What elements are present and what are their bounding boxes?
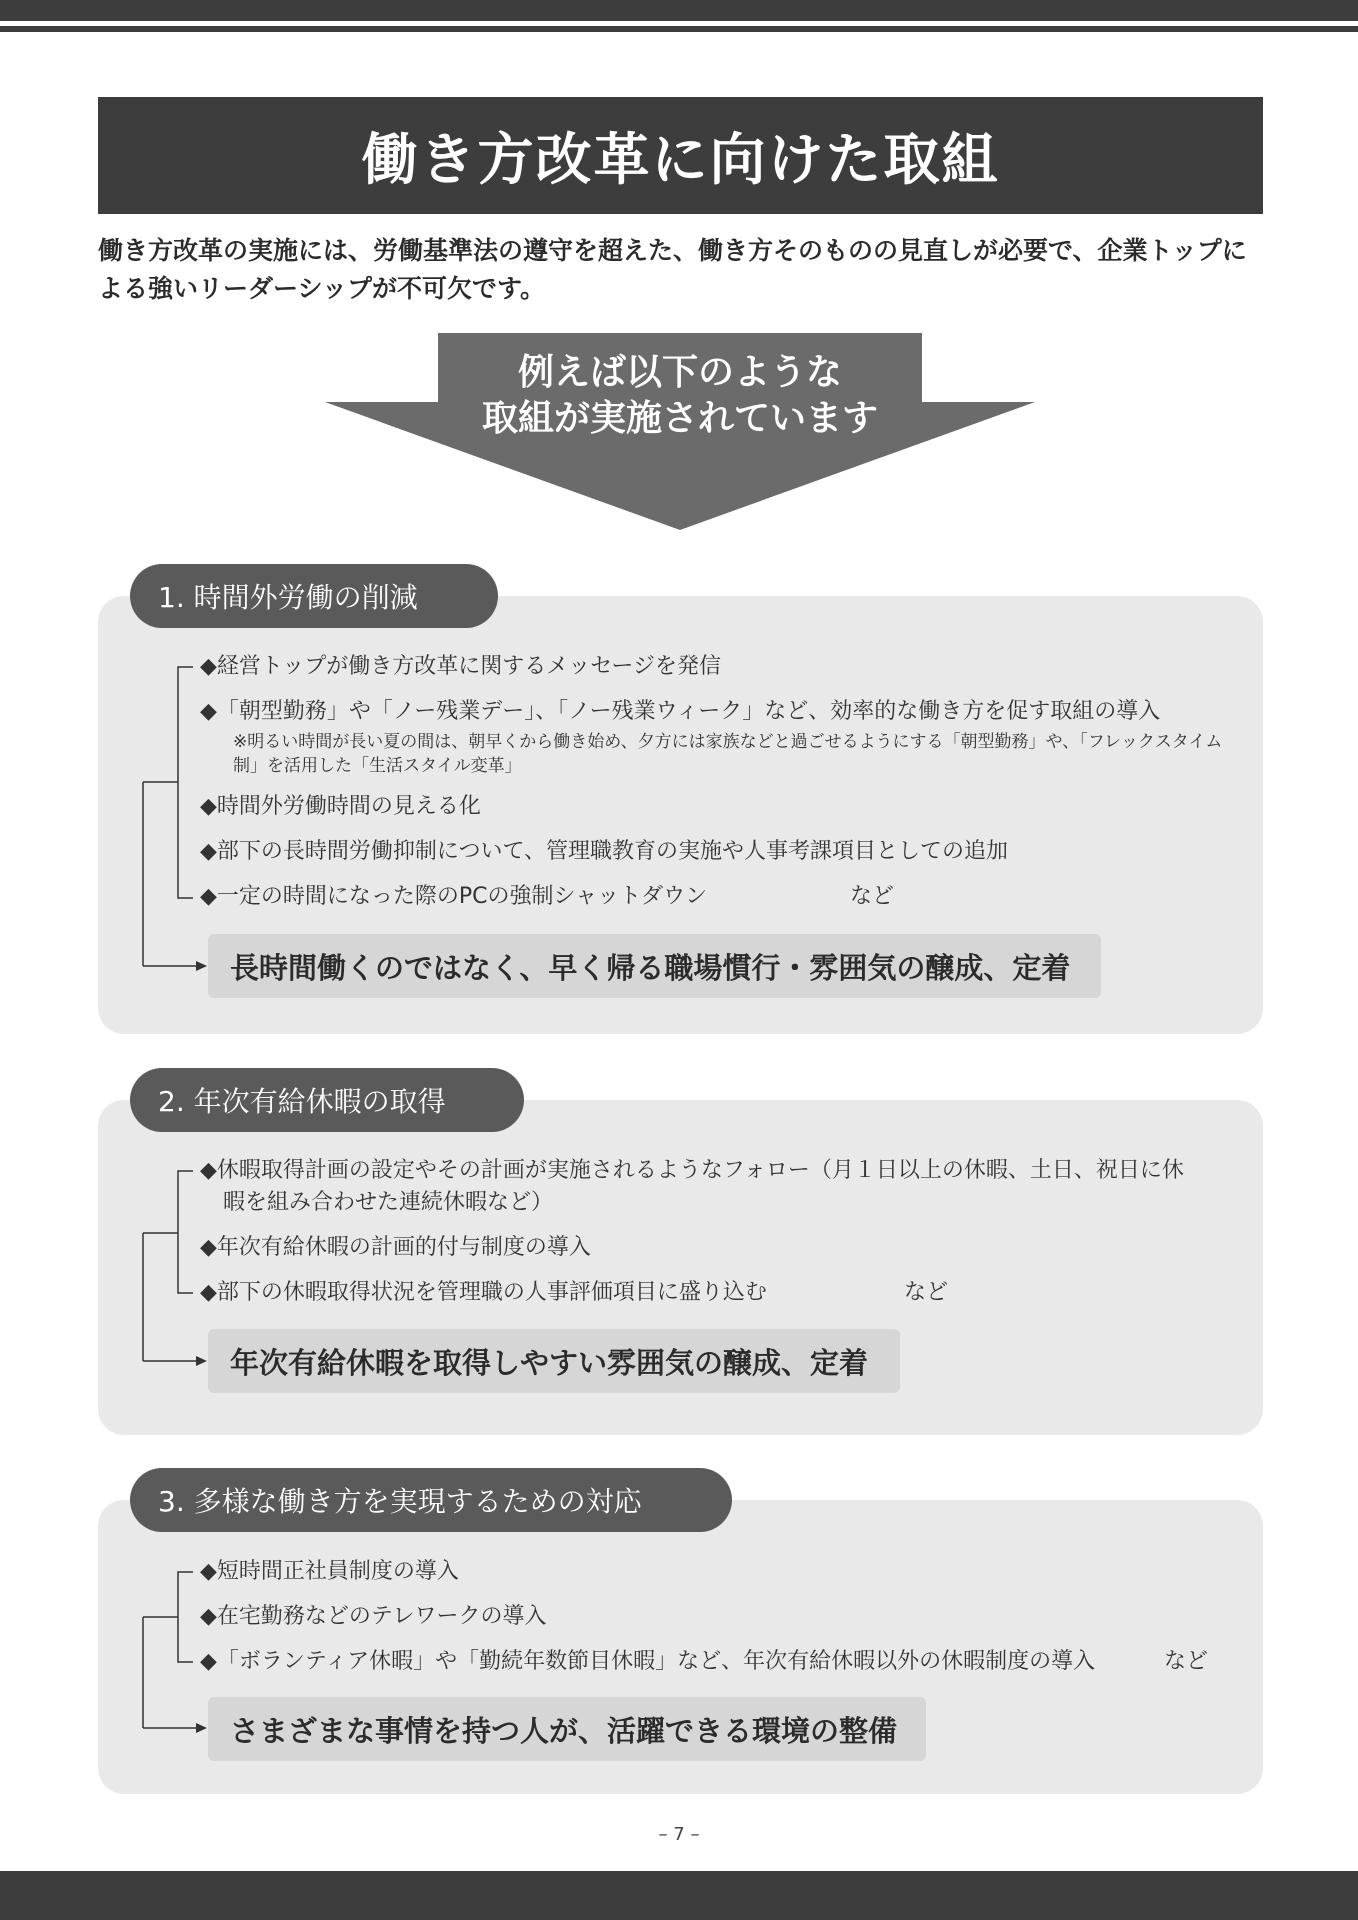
list-item: ◆時間外労働時間の見える化: [200, 794, 481, 819]
top-rule: [0, 26, 1358, 32]
etc-label: など: [1164, 1649, 1209, 1674]
etc-label: など: [850, 884, 895, 909]
list-item: ◆一定の時間になった際のPCの強制シャットダウン: [200, 884, 708, 909]
section-result-2: 年次有給休暇を取得しやすい雰囲気の醸成、定着: [208, 1329, 900, 1393]
list-item: ◆部下の長時間労働抑制について、管理職教育の実施や人事考課項目としての追加: [200, 839, 1009, 864]
section-heading-1: 1. 時間外労働の削減: [130, 564, 498, 628]
bottom-band: [0, 1871, 1358, 1920]
page-number: – 7 –: [658, 1824, 700, 1845]
list-item: ◆「朝型勤務」や「ノー残業デー」、「ノー残業ウィーク」など、効率的な働き方を促す取組の導入: [200, 699, 1161, 724]
list-item: ◆経営トップが働き方改革に関するメッセージを発信: [200, 654, 721, 679]
list-item: ◆短時間正社員制度の導入: [200, 1559, 459, 1584]
list-item: ◆在宅勤務などのテレワークの導入: [200, 1604, 547, 1629]
list-item: ◆部下の休暇取得状況を管理職の人事評価項目に盛り込む: [200, 1280, 767, 1305]
top-band: [0, 0, 1358, 21]
list-item: ◆休暇取得計画の設定やその計画が実施されるようなフォロー（月１日以上の休暇、土日、祝日に休: [200, 1158, 1184, 1183]
section-heading-3: 3. 多様な働き方を実現するための対応: [130, 1468, 732, 1532]
intro-text: 働き方改革の実施には、労働基準法の遵守を超えた、働き方そのものの見直しが必要で、企業トップによる強いリーダーシップが不可欠です。: [98, 236, 1247, 303]
etc-label: など: [904, 1280, 949, 1305]
section-result-1: 長時間働くのではなく、早く帰る職場慣行・雰囲気の醸成、定着: [208, 934, 1101, 998]
arrow-caption-line2: 取組が実施されています: [481, 398, 878, 439]
arrow-caption: [420, 350, 940, 442]
arrow-caption-line1: 例えば以下のような: [517, 352, 842, 393]
list-item-continuation: 暇を組み合わせた連続休暇など）: [223, 1190, 554, 1215]
list-item: ◆年次有給休暇の計画的付与制度の導入: [200, 1235, 591, 1260]
page-title: 働き方改革に向けた取組: [98, 97, 1263, 214]
list-item: ◆「ボランティア休暇」や「勤続年数節目休暇」など、年次有給休暇以外の休暇制度の導入: [200, 1649, 1096, 1674]
footnote: ※明るい時間が長い夏の間は、朝早くから働き始め、夕方には家族などと過ごせるようにする「朝型勤務」や、「フレックスタイム制」を活用した「生活スタイル変革」: [233, 732, 1223, 776]
section-heading-2: 2. 年次有給休暇の取得: [130, 1068, 524, 1132]
section-result-3: さまざまな事情を持つ人が、活躍できる環境の整備: [208, 1697, 926, 1761]
